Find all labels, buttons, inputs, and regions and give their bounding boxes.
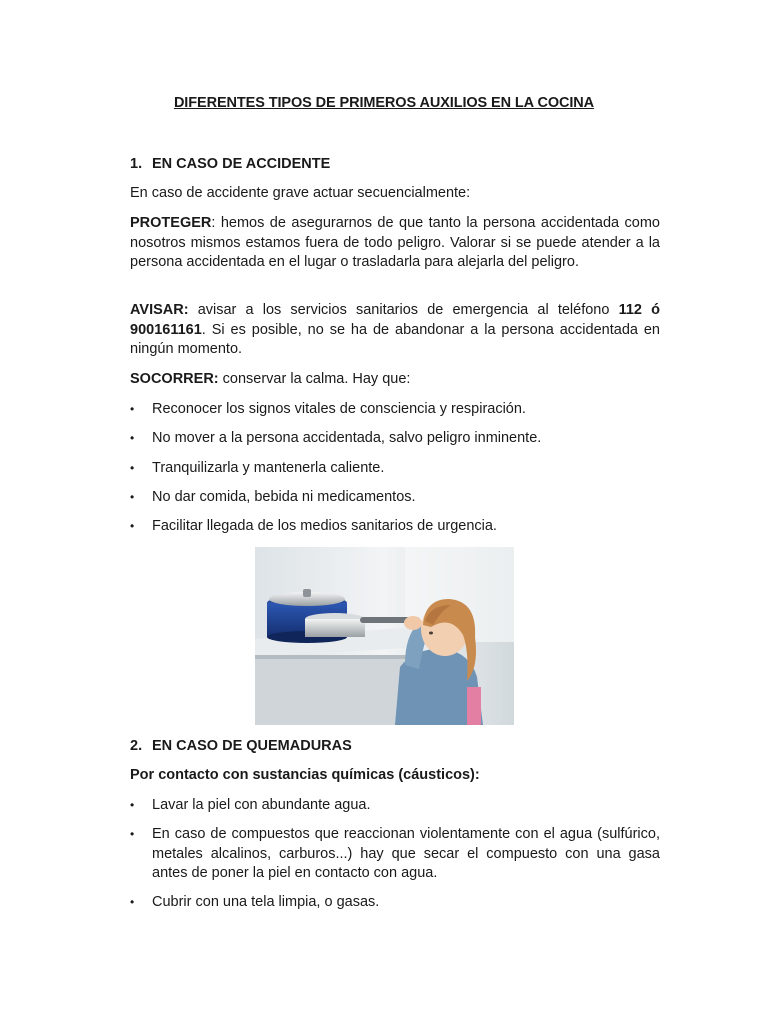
bullet-icon: •: [130, 431, 135, 445]
list-item-text: Lavar la piel con abundante agua.: [152, 797, 371, 813]
avisar-label: AVISAR:: [130, 302, 189, 318]
avisar-text-1: avisar a los servicios sanitarios de emergencia al teléfono: [188, 302, 619, 318]
section-2-title: EN CASO DE QUEMADURAS: [152, 738, 352, 754]
list-item-text: Tranquilizarla y mantenerla caliente.: [152, 460, 385, 476]
section-1-heading: [130, 155, 330, 175]
child-pot-stove-photo: [255, 547, 514, 725]
proteger-paragraph: [130, 214, 660, 273]
list-item-text: Reconocer los signos vitales de consciencia y respiración.: [152, 401, 526, 417]
section-2-subheading: Por contacto con sustancias químicas (cáusticos):: [130, 767, 480, 783]
proteger-text: : hemos de asegurarnos de que tanto la persona accidentada como nosotros mismos estamos fuera de todo peligro. Valorar si se puede atender a la persona accidentada en el lugar o trasladarla para alejarla del peligro.: [130, 215, 660, 270]
socorrer-label: SOCORRER:: [130, 371, 219, 387]
bullet-icon: •: [130, 490, 135, 504]
socorrer-text: conservar la calma. Hay que:: [218, 371, 411, 387]
list-item-text: Facilitar llegada de los medios sanitarios de urgencia.: [152, 518, 497, 534]
avisar-text-2: . Si es posible, no se ha de abandonar a la persona accidentada en ningún momento.: [130, 321, 660, 357]
section-1-number: 1.: [130, 156, 143, 172]
list-item-text: No mover a la persona accidentada, salvo peligro inminente.: [152, 430, 542, 446]
section-1-intro: En caso de accidente grave actuar secuencialmente:: [130, 185, 471, 201]
emergency-phones: 112 ó 900161161: [130, 302, 660, 338]
bullet-icon: •: [130, 895, 135, 909]
list-item-text: No dar comida, bebida ni medicamentos.: [152, 489, 416, 505]
section-2-number: 2.: [130, 738, 143, 754]
bullet-icon: •: [130, 519, 135, 533]
list-item-text: En caso de compuestos que reaccionan violentamente con el agua (sulfúrico, metales alcalinos, carburos...) hay que secar el compuesto con una gasa antes de poner la piel en contacto con agua.: [152, 826, 660, 881]
bullet-icon: •: [130, 827, 135, 841]
socorrer-paragraph: [130, 370, 660, 390]
page-title: DIFERENTES TIPOS DE PRIMEROS AUXILIOS EN LA COCINA: [173, 95, 595, 111]
bullet-icon: •: [130, 461, 135, 475]
photo-illustration: [255, 547, 514, 725]
avisar-paragraph: [130, 301, 660, 360]
list-item-text: Cubrir con una tela limpia, o gasas.: [152, 894, 380, 910]
proteger-label: PROTEGER: [130, 215, 212, 231]
bullet-icon: •: [130, 402, 135, 416]
section-2-heading: [130, 737, 352, 757]
bullet-icon: •: [130, 798, 135, 812]
section-1-title: EN CASO DE ACCIDENTE: [152, 156, 331, 172]
